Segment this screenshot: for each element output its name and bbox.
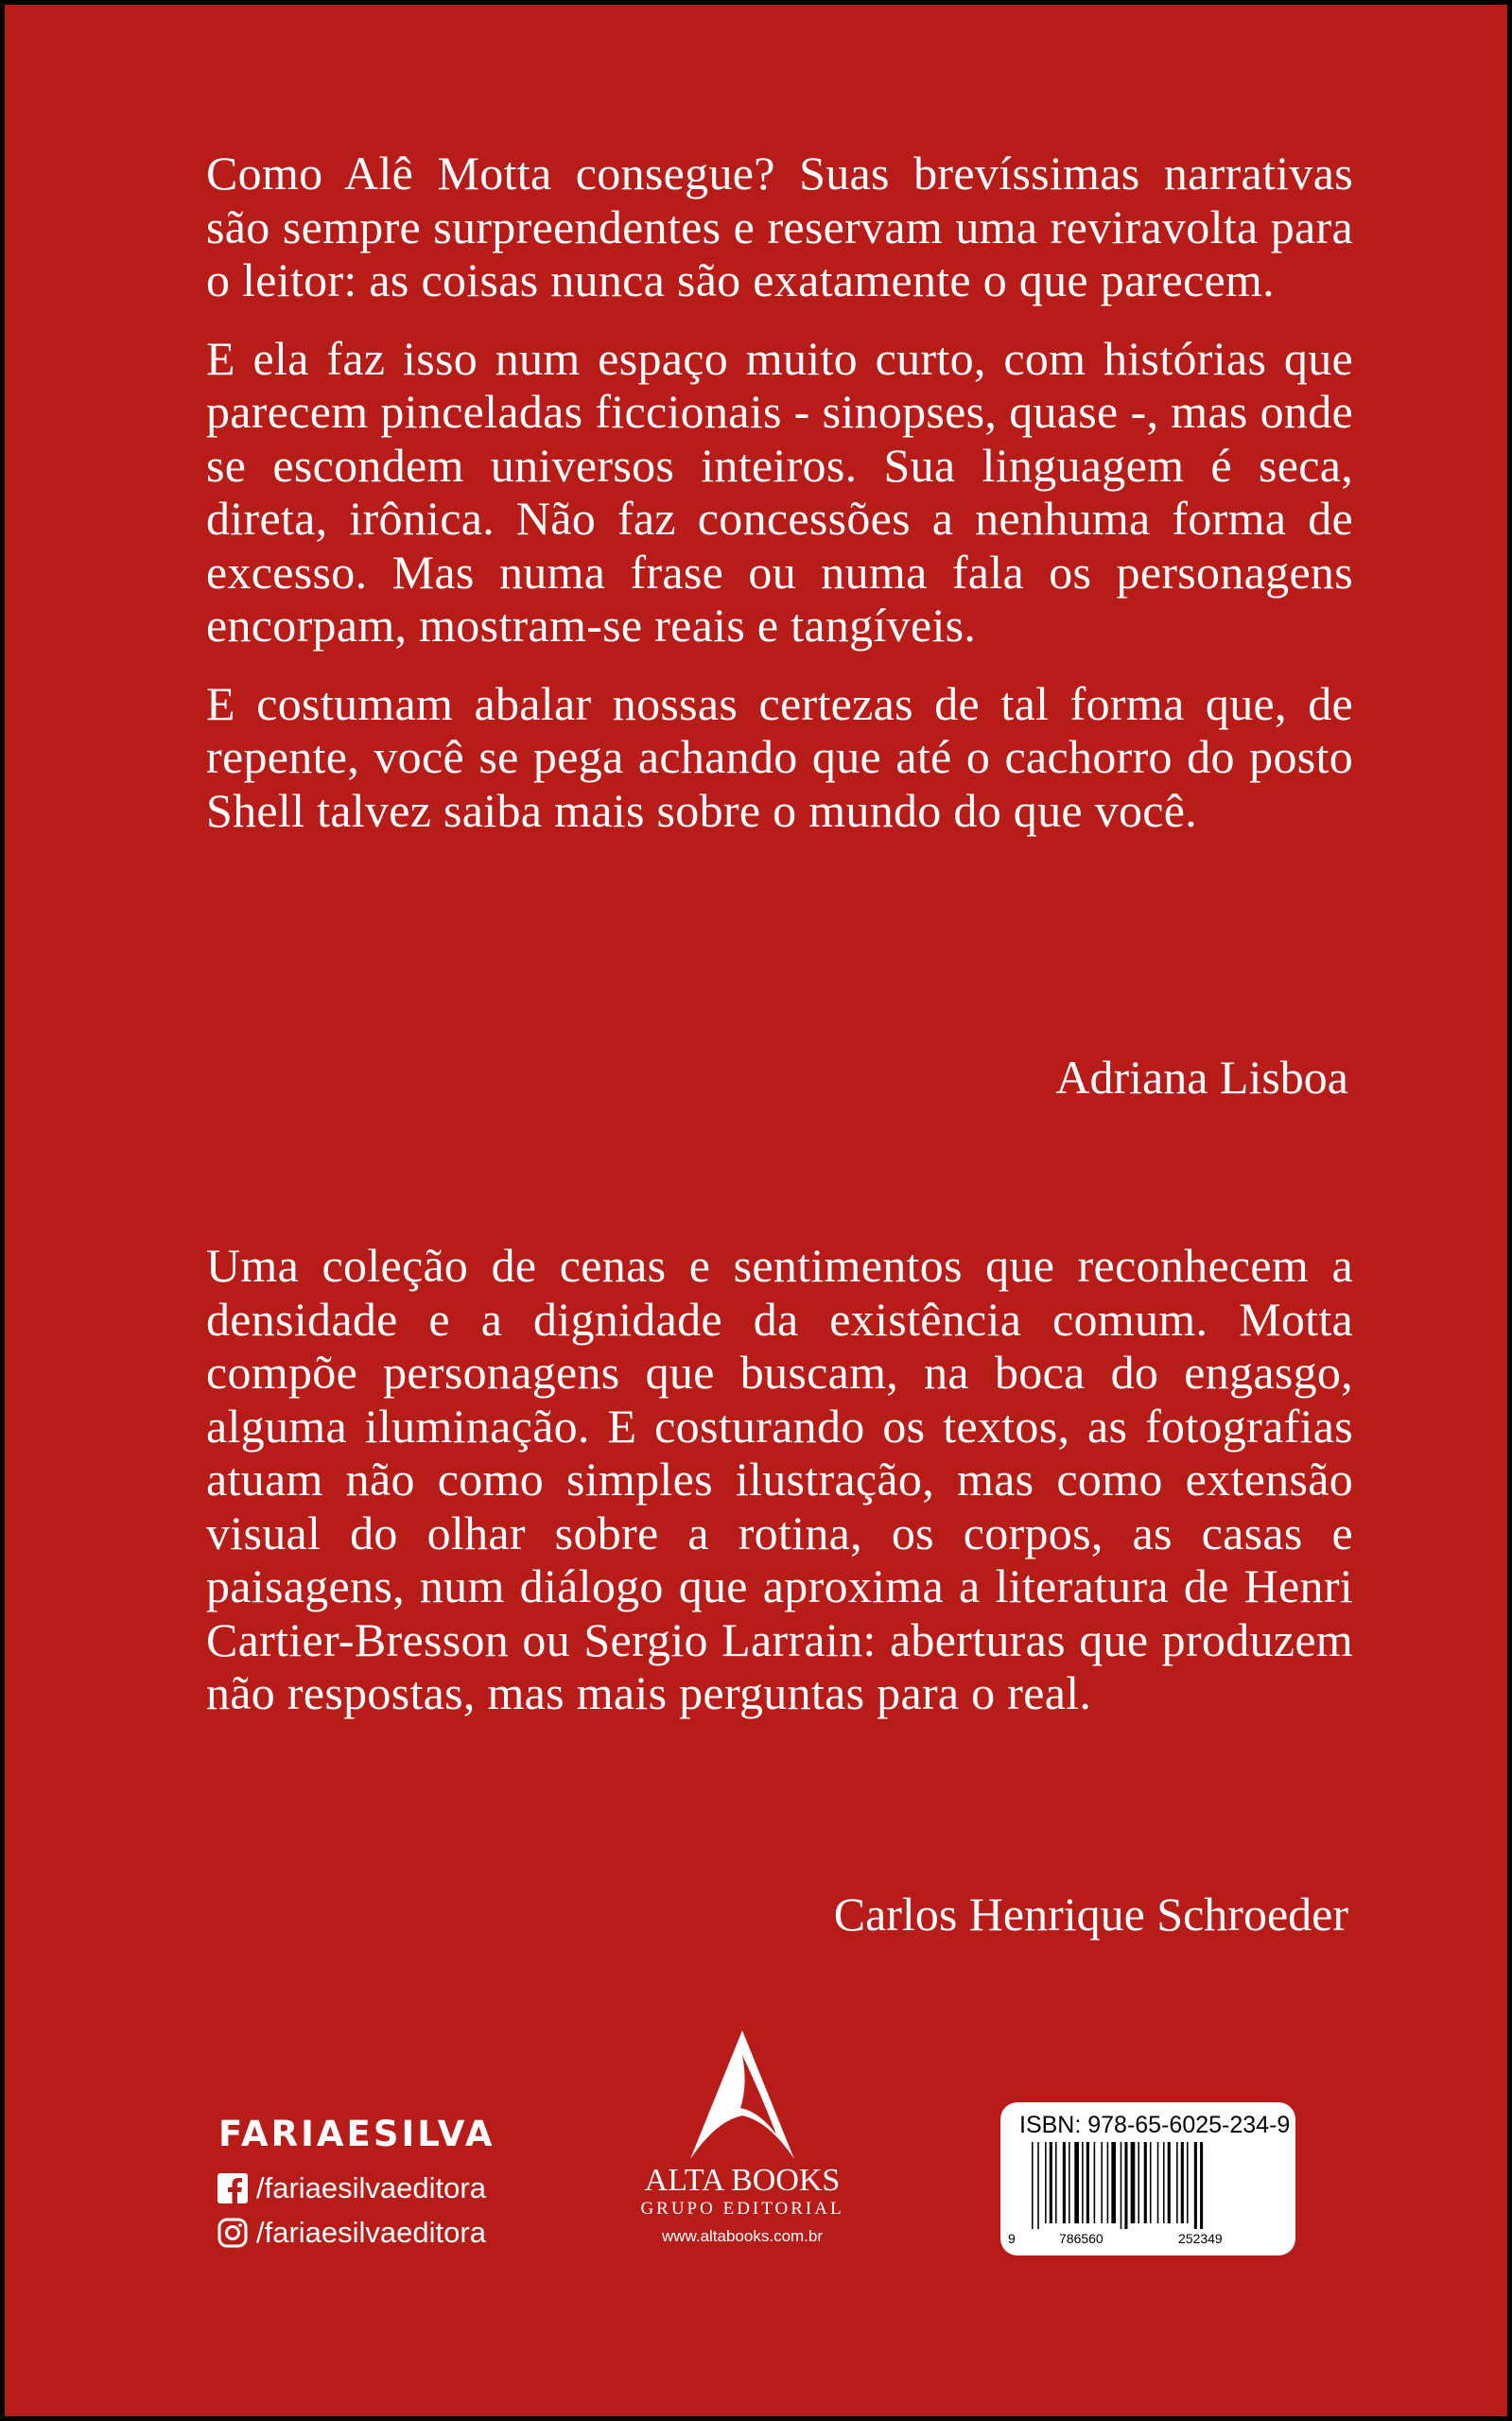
fariaesilva-logo: FARIAESILVA bbox=[218, 2114, 495, 2154]
barcode-bar bbox=[1144, 2142, 1147, 2223]
altabooks-subtitle: GRUPO EDITORIAL bbox=[640, 2199, 844, 2219]
altabooks-name: ALTA BOOKS bbox=[644, 2163, 841, 2198]
blurb2-author: Carlos Henrique Schroeder bbox=[833, 1888, 1348, 1941]
barcode-bar bbox=[1086, 2142, 1089, 2223]
barcode-bar bbox=[1032, 2142, 1034, 2229]
blurb1-paragraph-3: E costumam abalar nossas certezas de tal forma que, de repente, você se pega achando que até o cachorro do posto Shell talvez saiba mais sobre o mundo do que você. bbox=[206, 676, 1353, 837]
barcode-bar bbox=[1194, 2142, 1197, 2229]
altabooks-triangle-icon bbox=[686, 2029, 799, 2161]
barcode-bar bbox=[1055, 2142, 1057, 2223]
facebook-handle: /fariaesilvaeditora bbox=[256, 2171, 486, 2204]
barcode-bar bbox=[1050, 2142, 1052, 2223]
facebook-icon bbox=[217, 2172, 249, 2204]
barcode-digits-left: 786560 bbox=[1059, 2231, 1104, 2246]
blurb2-paragraph-1: Uma coleção de cenas e sentimentos que reconhecem a densidade e a dignidade da existência comum. Motta compõe personagens que buscam, na boca do engasgo, alguma iluminação. E costurando os textos, as fotografias atuam não como simples ilustração, mas como extensão visual do olhar sobre a rotina, os corpos, as casas e paisagens, num diálogo que aproxima a literatura de Henri Cartier-Bresson ou Sergio Larrain: aberturas que produzem não respostas, mas mais perguntas para o real. bbox=[206, 1239, 1353, 1719]
barcode-digit-first: 9 bbox=[1008, 2231, 1016, 2246]
blurb1-paragraph-1: Como Alê Motta consegue? Suas brevíssimas narrativas são sempre surpreendentes e reservam uma reviravolta para o leitor: as coisas nunca são exatamente o que parecem. bbox=[206, 147, 1353, 306]
blurb1-paragraph-2: E ela faz isso num espaço muito curto, com histórias que parecem pinceladas ficcionais - sinopses, quase -, mas onde se escondem universos inteiros. Sua linguagem é seca, direta, irônica. Não faz concessões a nenhuma forma de excesso. Mas numa frase ou numa fala os personagens encorpam, mostram-se reais e tangíveis. bbox=[206, 331, 1353, 652]
barcode-bar bbox=[1181, 2142, 1184, 2223]
isbn-barcode bbox=[1000, 2102, 1295, 2256]
barcode-bar bbox=[1121, 2142, 1122, 2229]
blurb-adriana-lisboa bbox=[206, 147, 1353, 862]
barcode-bar bbox=[1138, 2142, 1139, 2223]
blurb-carlos-henrique-schroeder bbox=[206, 1239, 1353, 1745]
facebook-link[interactable] bbox=[217, 2171, 486, 2205]
barcode-bar bbox=[1111, 2142, 1116, 2223]
barcode-bars bbox=[1032, 2142, 1277, 2229]
barcode-digits-right: 252349 bbox=[1178, 2231, 1223, 2246]
barcode-bar bbox=[1176, 2142, 1178, 2223]
instagram-link[interactable] bbox=[217, 2216, 486, 2250]
altabooks-logo bbox=[629, 2029, 856, 2246]
barcode-bar bbox=[1150, 2142, 1152, 2223]
barcode-bar bbox=[1063, 2142, 1066, 2223]
altabooks-url: www.altabooks.com.br bbox=[661, 2227, 824, 2245]
isbn-label: ISBN: 978-65-6025-234-9 bbox=[1019, 2112, 1291, 2138]
instagram-icon bbox=[217, 2217, 249, 2249]
barcode-bar bbox=[1037, 2142, 1039, 2229]
barcode-bar bbox=[1187, 2142, 1189, 2223]
barcode-bar bbox=[1107, 2142, 1109, 2223]
barcode-bar bbox=[1163, 2142, 1165, 2223]
barcode-bar bbox=[1101, 2142, 1103, 2223]
barcode-bar bbox=[1074, 2142, 1079, 2223]
barcode-bar bbox=[1094, 2142, 1096, 2223]
barcode-bar bbox=[1157, 2142, 1159, 2223]
barcode-bar bbox=[1045, 2142, 1047, 2223]
barcode-bar bbox=[1082, 2142, 1084, 2223]
instagram-handle: /fariaesilvaeditora bbox=[256, 2216, 486, 2249]
barcode-bar bbox=[1200, 2142, 1203, 2229]
barcode-bar bbox=[1131, 2142, 1136, 2223]
back-cover bbox=[5, 5, 1507, 2416]
barcode-bar bbox=[1124, 2142, 1127, 2229]
barcode-bar bbox=[1168, 2142, 1171, 2223]
blurb1-author: Adriana Lisboa bbox=[1055, 1051, 1348, 1104]
barcode-bar bbox=[1069, 2142, 1070, 2223]
